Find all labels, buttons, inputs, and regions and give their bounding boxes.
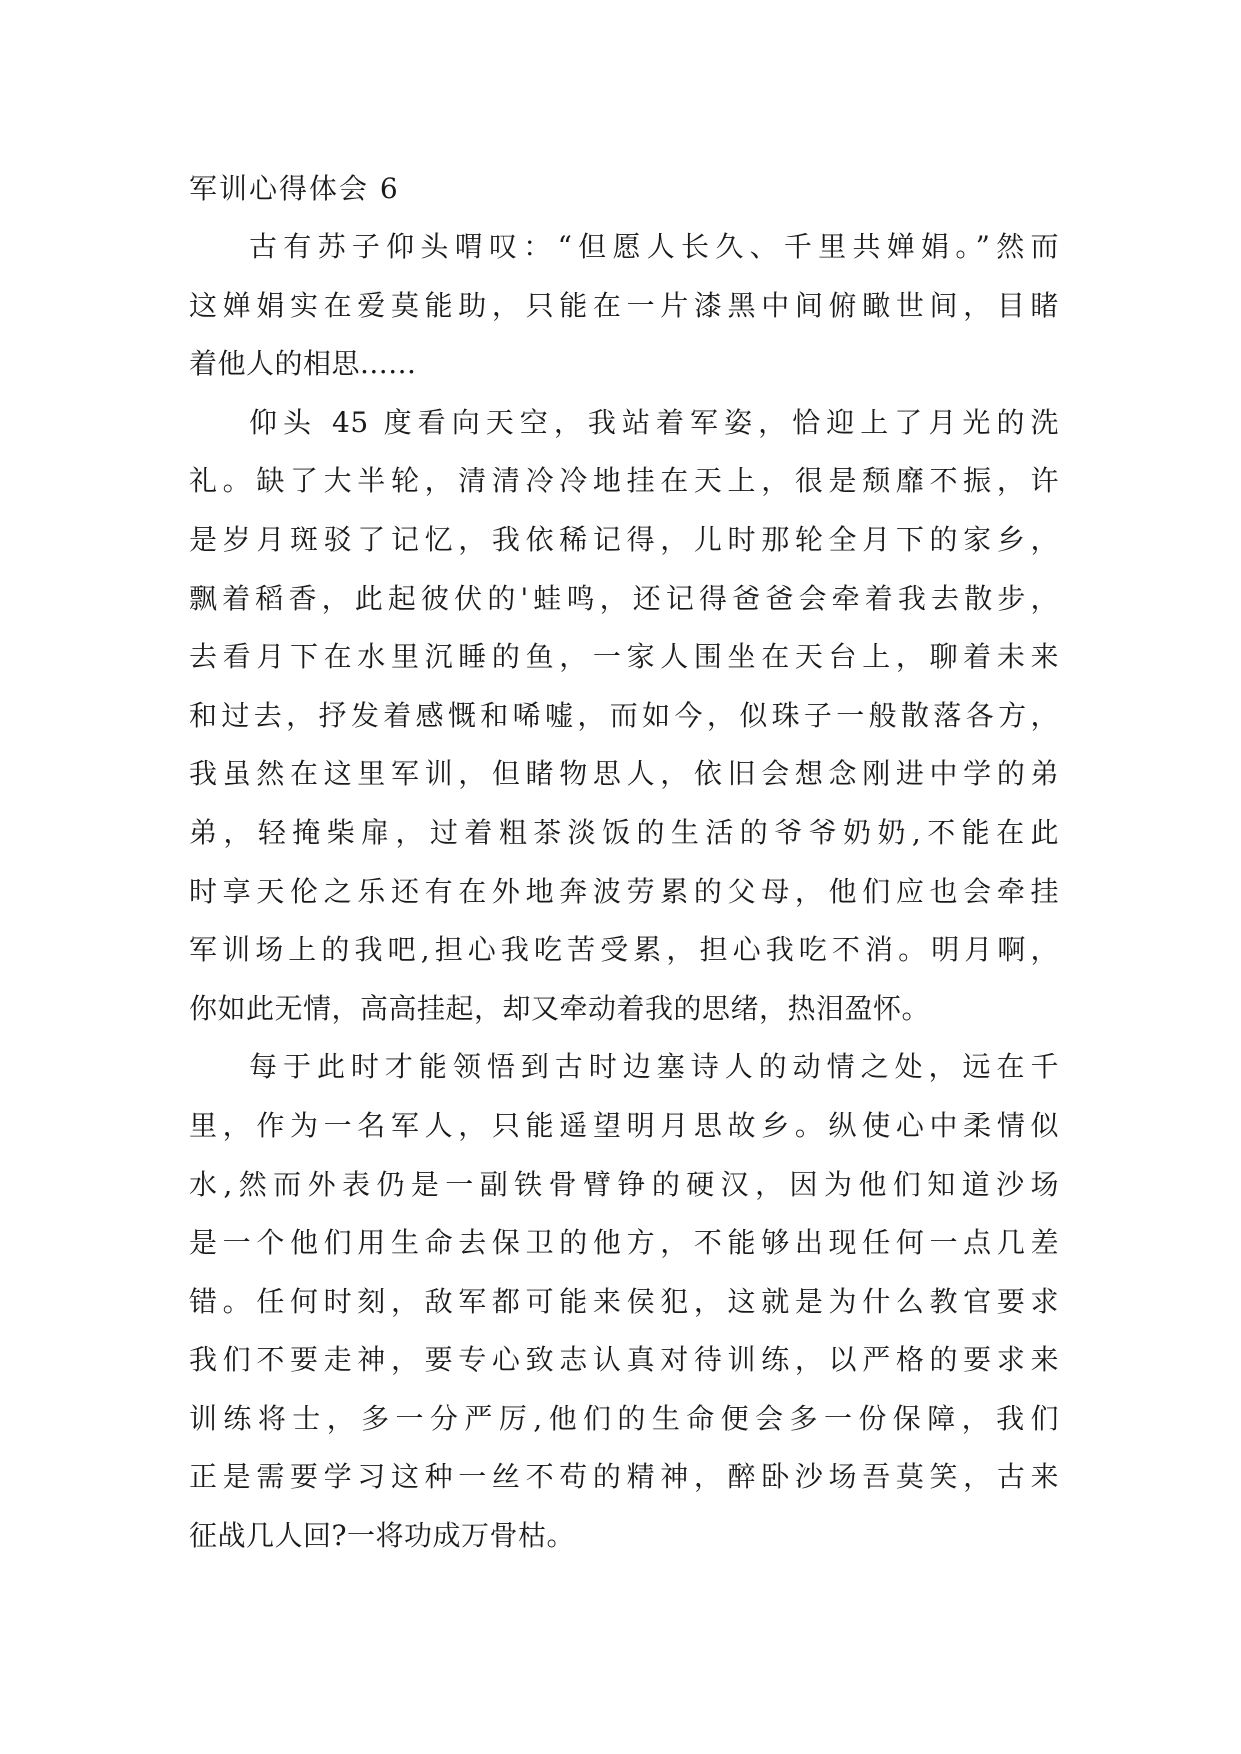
text-line: 军训场上的我吧,担心我吃苦受累，担心我吃不消。明月啊， xyxy=(189,933,1059,967)
document-body xyxy=(189,160,1059,1566)
text-line: 仰头 45 度看向天空，我站着军姿，恰迎上了月光的洗 xyxy=(249,405,1059,439)
text-line: 正是需要学习这种一丝不苟的精神，醉卧沙场吾莫笑，古来 xyxy=(189,1460,1059,1494)
text-line: 里，作为一名军人，只能遥望明月思故乡。纵使心中柔情似 xyxy=(189,1108,1059,1142)
text-line: 飘着稻香，此起彼伏的'蛙鸣，还记得爸爸会牵着我去散步， xyxy=(189,581,1059,615)
text-line: 你如此无情，高高挂起，却又牵动着我的思绪，热泪盈怀。 xyxy=(189,991,931,1025)
text-line: 错。任何时刻，敌军都可能来侯犯，这就是为什么教官要求 xyxy=(189,1284,1059,1318)
text-line: 礼。缺了大半轮，清清冷冷地挂在天上，很是颓靡不振，许 xyxy=(189,464,1059,498)
text-line: 弟，轻掩柴扉，过着粗茶淡饭的生活的爷爷奶奶,不能在此 xyxy=(189,815,1059,849)
text-line: 时享天伦之乐还有在外地奔波劳累的父母，他们应也会牵挂 xyxy=(189,874,1059,908)
text-line: 每于此时才能领悟到古时边塞诗人的动情之处，远在千 xyxy=(249,1050,1059,1084)
text-line: 着他人的相思...... xyxy=(189,347,417,381)
paragraph-1 xyxy=(189,218,1059,394)
text-line: 我虽然在这里军训，但睹物思人，依旧会想念刚进中学的弟 xyxy=(189,757,1059,791)
text-line: 是岁月斑驳了记忆，我依稀记得，儿时那轮全月下的家乡， xyxy=(189,522,1059,556)
text-line: 训练将士，多一分严厉,他们的生命便会多一份保障，我们 xyxy=(189,1401,1059,1435)
paragraph-2 xyxy=(189,394,1059,1039)
text-line: 水,然而外表仍是一副铁骨臂铮的硬汉，因为他们知道沙场 xyxy=(189,1167,1059,1201)
text-line: 和过去，抒发着感慨和唏嘘，而如今，似珠子一般散落各方， xyxy=(189,698,1059,732)
text-line: 我们不要走神，要专心致志认真对待训练，以严格的要求来 xyxy=(189,1343,1059,1377)
document-title: 军训心得体会 6 xyxy=(189,172,400,205)
text-line: 去看月下在水里沉睡的鱼，一家人围坐在天台上，聊着未来 xyxy=(189,640,1059,674)
text-line: 古有苏子仰头喟叹：“但愿人长久、千里共婵娟。”然而 xyxy=(249,230,1059,263)
paragraph-3 xyxy=(189,1038,1059,1565)
text-line: 这婵娟实在爱莫能助，只能在一片漆黑中间俯瞰世间，目睹 xyxy=(189,288,1059,322)
text-line: 是一个他们用生命去保卫的他方，不能够出现任何一点几差 xyxy=(189,1226,1059,1260)
text-line: 征战几人回?一将功成万骨枯。 xyxy=(189,1519,576,1553)
